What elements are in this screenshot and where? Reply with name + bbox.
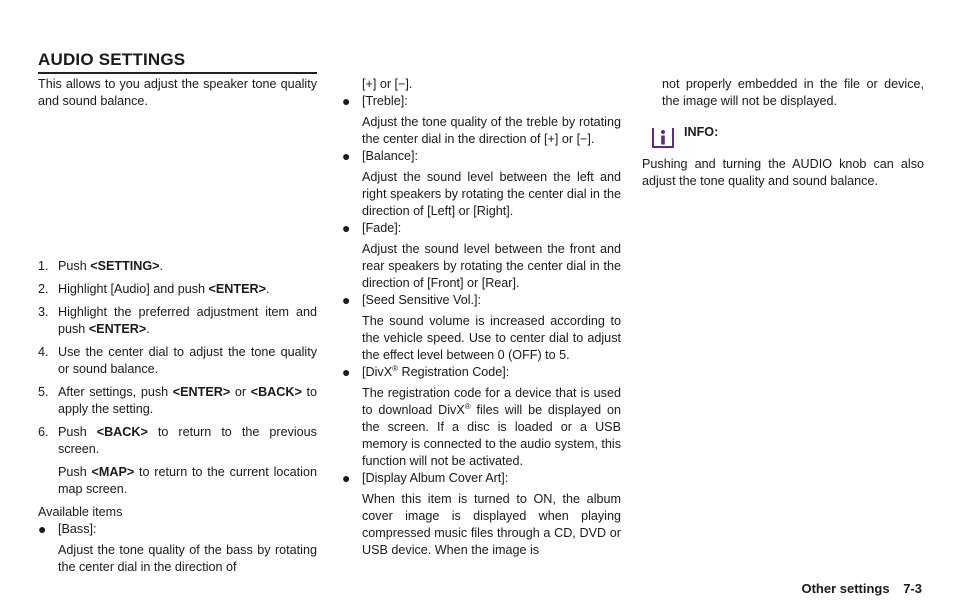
page-title: AUDIO SETTINGS	[38, 50, 186, 69]
info-text: Pushing and turning the AUDIO knob can also adjust the tone quality and sound balance.	[642, 157, 924, 188]
figure-area	[38, 110, 317, 258]
item-name: [Treble]:	[362, 94, 408, 108]
bullet-icon: ●	[342, 292, 351, 308]
intro-text: This allows to you adjust the speaker tone quality and sound balance.	[38, 77, 317, 108]
column-middle	[342, 76, 621, 559]
item-description: The sound volume is increased according to the vehicle speed. Use to center dial to adjust the effect level between 0 (OFF) to 5.	[362, 314, 621, 362]
list-item	[342, 148, 621, 165]
item-name-text: [DivX	[362, 365, 393, 379]
list-item	[342, 470, 621, 487]
item-name	[362, 364, 621, 381]
item-description: When this item is turned to ON, the album cover image is displayed when playing compressed music files through a CD, DVD or USB device. When the image is	[362, 492, 621, 557]
item-name: [Balance]:	[362, 149, 419, 163]
column-left	[38, 76, 317, 576]
bullet-icon: ●	[342, 93, 351, 109]
item-description	[342, 385, 621, 470]
key-label: <SETTING>	[90, 259, 160, 273]
available-items-label: Available items	[38, 505, 123, 519]
step-text: .	[159, 259, 164, 273]
bullet-icon: ●	[38, 521, 47, 537]
bullet-icon: ●	[342, 220, 351, 236]
item-name: [Seed Sensitive Vol.]:	[362, 293, 482, 307]
key-label: <BACK>	[250, 385, 302, 399]
item-description: Adjust the sound level between the front and rear speakers by rotating the center dial in the direction of [Front] or [Rear].	[362, 242, 621, 290]
item-description-continued: not properly embedded in the file or device, the image will not be displayed.	[662, 77, 924, 108]
key-label: <ENTER>	[208, 282, 266, 296]
item-description: Adjust the tone quality of the treble by rotating the center dial in the direction of [+] or [−].	[362, 115, 621, 146]
info-label: INFO:	[684, 124, 719, 139]
step-text: .	[146, 322, 150, 336]
info-header	[642, 122, 924, 148]
item-description-text: files will be displayed on the screen. If a disc is loaded or a USB memory is connected to the audio system, this function will not be activated.	[362, 403, 621, 468]
key-label: <ENTER>	[88, 322, 147, 336]
title-rule	[38, 72, 317, 74]
step-text: to return to the current location map screen.	[58, 465, 317, 496]
key-label: <MAP>	[91, 465, 135, 479]
item-name: [Display Album Cover Art]:	[362, 471, 509, 485]
item-name: [Bass]:	[58, 522, 97, 536]
step-1	[38, 258, 317, 275]
list-item	[342, 292, 621, 309]
step-text: Highlight the preferred adjustment item and push	[58, 305, 317, 336]
step-text: Highlight [Audio] and push	[58, 282, 209, 296]
step-text: to return to the previous screen.	[58, 425, 317, 456]
step-3	[38, 304, 317, 338]
step-text: Push	[58, 259, 91, 273]
info-icon	[650, 122, 676, 148]
item-name: [Fade]:	[362, 221, 402, 235]
page-number: 7-3	[903, 581, 922, 596]
item-description: Adjust the tone quality of the bass by rotating the center dial in the direction of	[58, 543, 317, 574]
list-item	[342, 93, 621, 110]
step-number: 4.	[38, 345, 49, 359]
key-label: <BACK>	[96, 425, 148, 439]
page-footer	[801, 581, 922, 596]
list-item	[342, 364, 621, 381]
step-5	[38, 384, 317, 418]
step-6	[38, 424, 317, 458]
item-description-continued: [+] or [−].	[362, 77, 413, 91]
step-text: After settings, push	[58, 385, 173, 399]
item-description: Adjust the sound level between the left and right speakers by rotating the center dial in the direction of [Left] or [Right].	[362, 170, 621, 218]
footer-section: Other settings	[801, 581, 890, 596]
bullet-icon: ●	[342, 148, 351, 164]
step-4	[38, 344, 317, 378]
list-item	[342, 220, 621, 237]
step-text: Push	[58, 425, 97, 439]
step-2	[38, 281, 317, 298]
step-number: 2.	[38, 282, 49, 296]
step-number: 5.	[38, 385, 49, 399]
registered-mark: ®	[464, 401, 471, 411]
key-label: <ENTER>	[172, 385, 231, 399]
step-text: Push	[58, 465, 92, 479]
step-number: 1.	[38, 259, 49, 273]
bullet-icon: ●	[342, 470, 351, 486]
step-number: 3.	[38, 305, 49, 319]
list-item	[38, 521, 317, 538]
item-name-text: Registration Code]:	[398, 365, 510, 379]
step-text: to apply the setting.	[58, 385, 317, 416]
step-6-continuation	[38, 464, 317, 498]
step-number: 6.	[38, 425, 49, 439]
step-text: or	[230, 385, 251, 399]
item-description-text: The registration code for a device that is used to download DivX	[362, 386, 621, 417]
step-text: .	[265, 282, 270, 296]
step-text: Use the center dial to adjust the tone quality or sound balance.	[58, 345, 317, 376]
bullet-icon: ●	[342, 364, 351, 380]
column-right	[642, 76, 924, 190]
registered-mark: ®	[392, 363, 398, 373]
